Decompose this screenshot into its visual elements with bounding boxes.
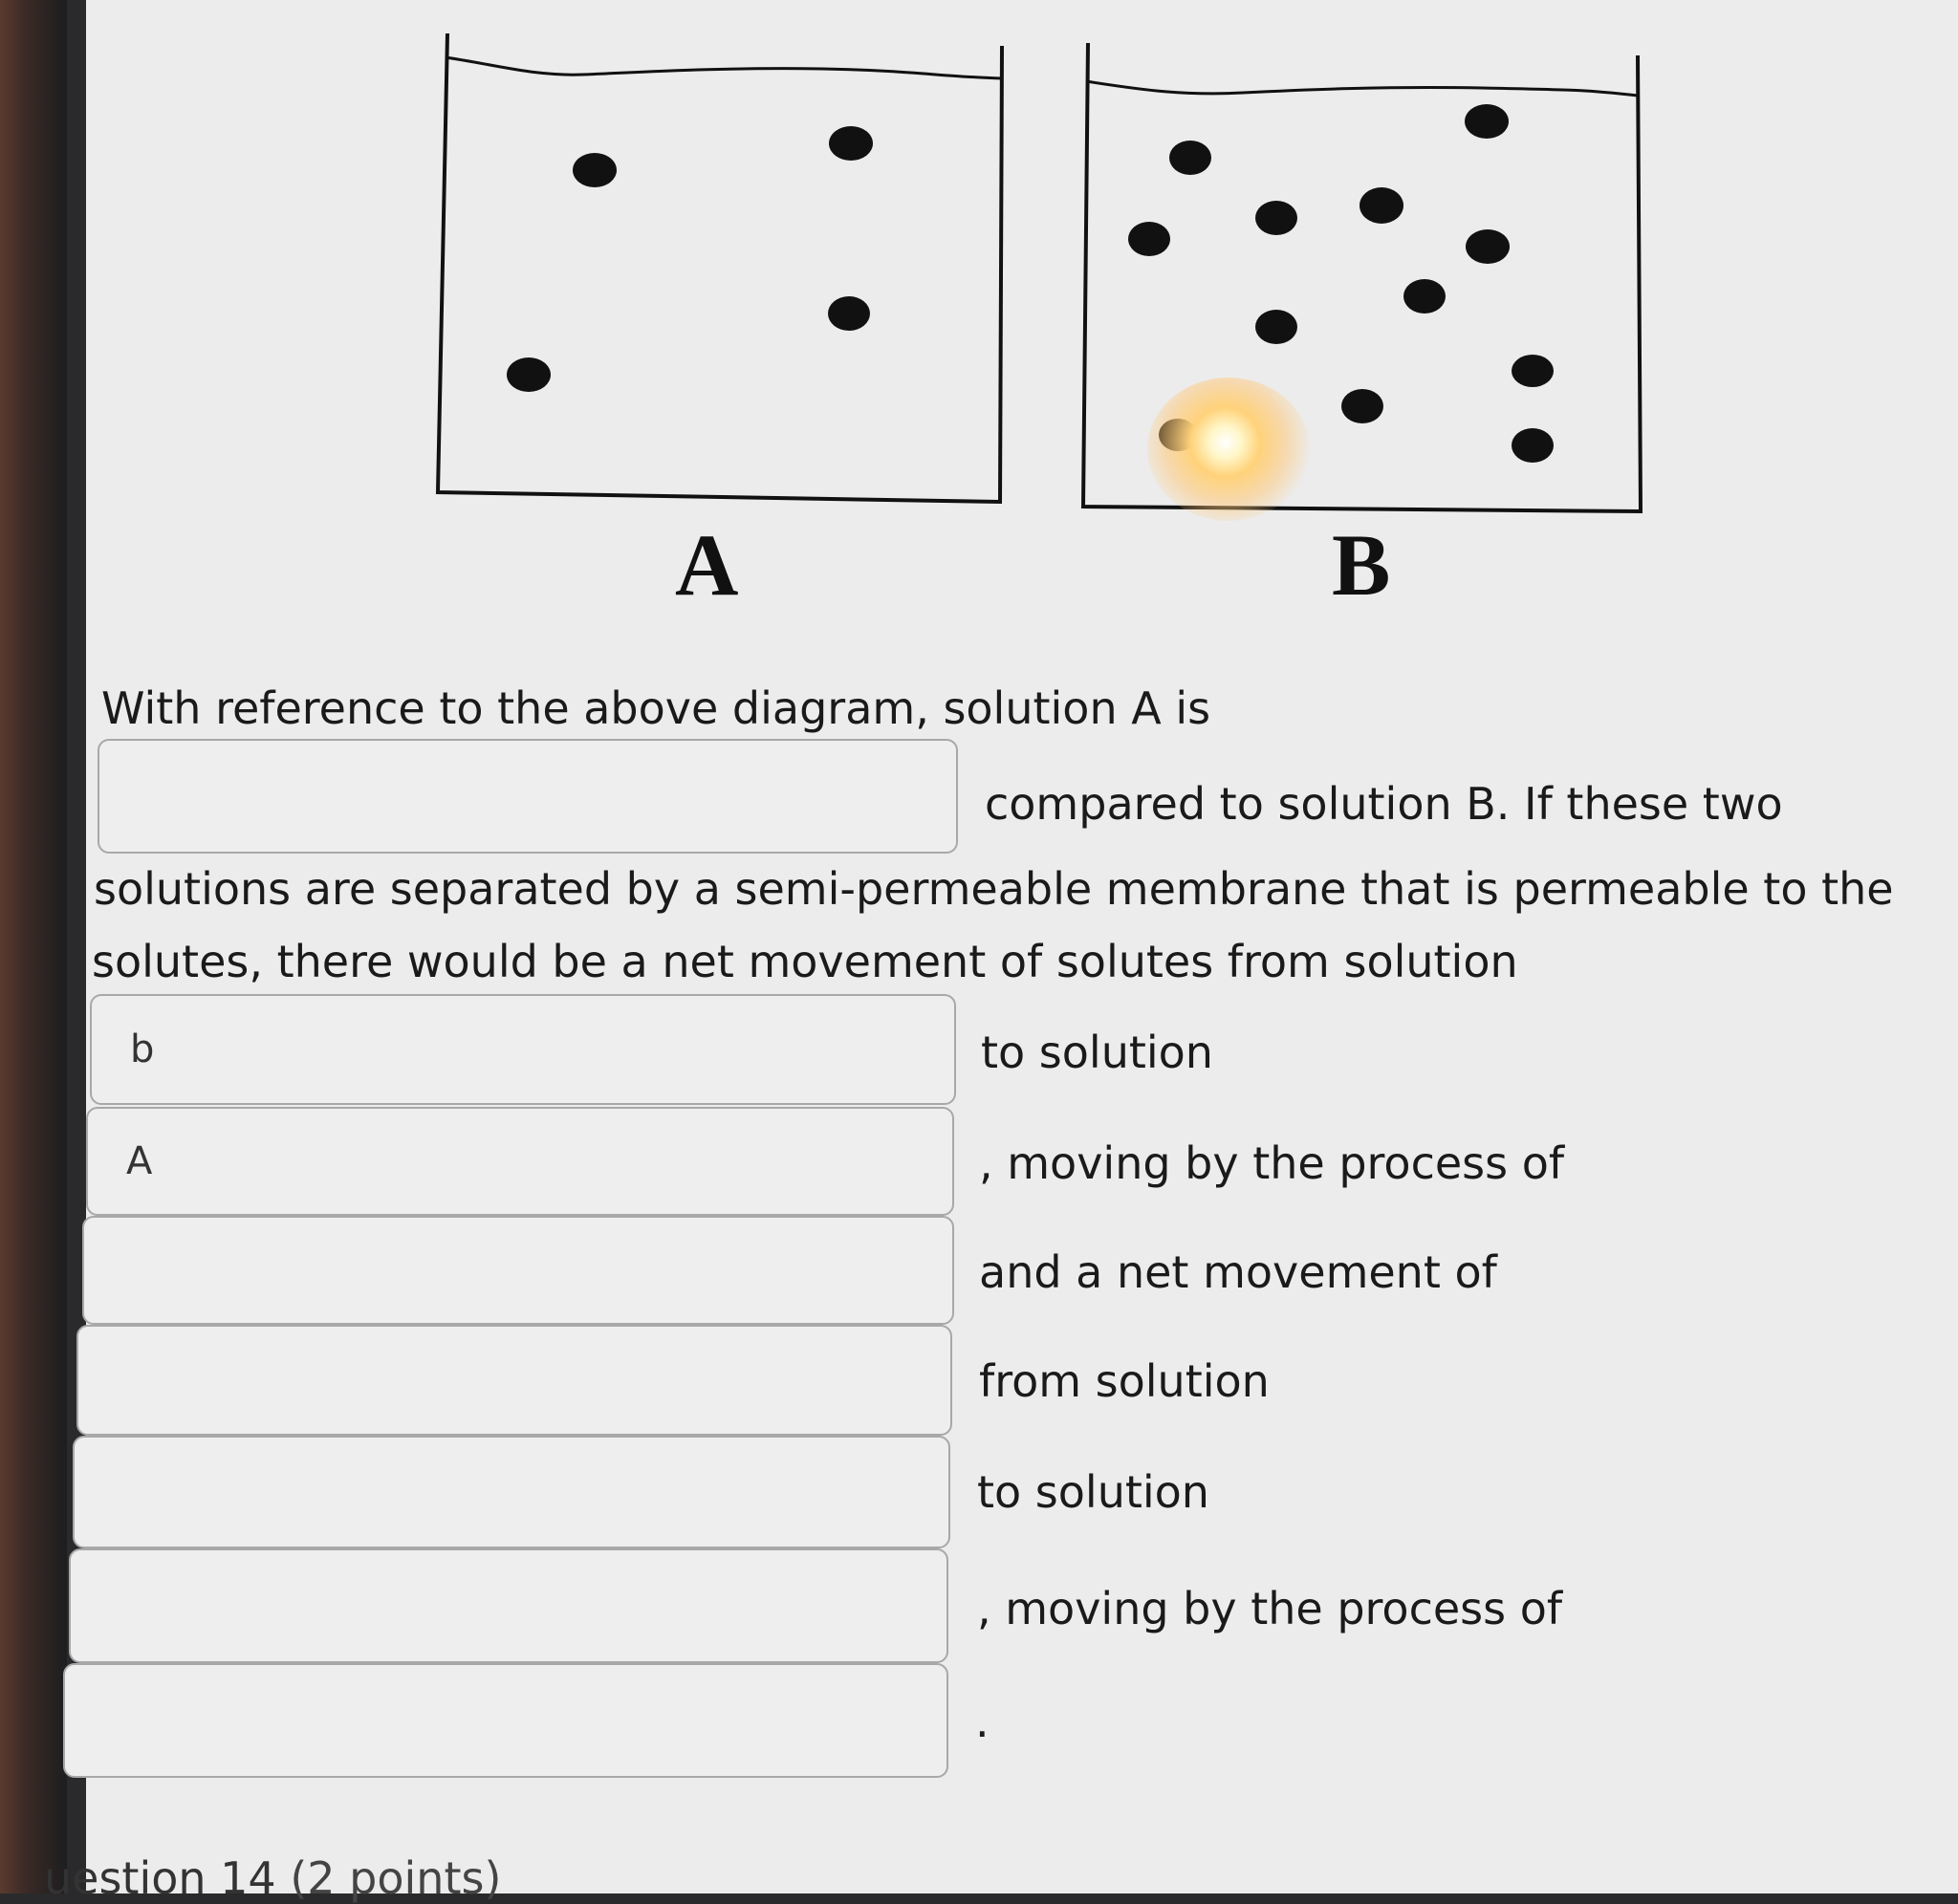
solute-particle bbox=[1466, 229, 1510, 264]
answer-blank-1[interactable] bbox=[98, 739, 958, 854]
answer-blank-4[interactable] bbox=[82, 1216, 954, 1325]
answer-blank-3[interactable]: A bbox=[86, 1107, 954, 1216]
solute-particle bbox=[1128, 222, 1170, 256]
text-moving-by-process-2: , moving by the process of bbox=[977, 1583, 1563, 1634]
solute-particle bbox=[1255, 310, 1297, 344]
solute-particle bbox=[573, 153, 617, 187]
answer-blank-7[interactable] bbox=[69, 1548, 948, 1663]
solute-particle bbox=[1341, 389, 1383, 423]
solute-particle bbox=[1512, 355, 1554, 387]
next-question-title: uestion 14 bbox=[44, 1852, 276, 1904]
question-line-4: solutes, there would be a net movement of solutes from solution bbox=[92, 936, 1518, 987]
next-question-points: (2 points) bbox=[290, 1852, 502, 1904]
text-period: . bbox=[975, 1696, 990, 1747]
question-line-2: compared to solution B. If these two bbox=[985, 778, 1783, 830]
solute-particle bbox=[1512, 428, 1554, 463]
solute-particle bbox=[1169, 141, 1211, 175]
solutions-diagram bbox=[0, 0, 1958, 631]
next-question-header bbox=[44, 1852, 502, 1904]
screen-glare bbox=[1147, 378, 1310, 521]
solute-particle bbox=[507, 357, 551, 392]
question-line-3: solutions are separated by a semi-permeable membrane that is permeable to the bbox=[94, 863, 1894, 915]
solute-particle bbox=[1255, 201, 1297, 235]
answer-blank-8[interactable] bbox=[63, 1663, 948, 1778]
solute-particle bbox=[1360, 187, 1403, 224]
answer-blank-6[interactable] bbox=[73, 1436, 950, 1548]
beaker-a bbox=[438, 33, 1002, 502]
solute-particle bbox=[1403, 279, 1446, 314]
text-from-solution: from solution bbox=[979, 1355, 1270, 1407]
beaker-a-label: A bbox=[675, 516, 739, 614]
text-moving-by-process-1: , moving by the process of bbox=[979, 1137, 1565, 1189]
text-to-solution-2: to solution bbox=[977, 1466, 1209, 1518]
text-net-movement-of: and a net movement of bbox=[979, 1246, 1497, 1298]
beaker-b-label: B bbox=[1332, 516, 1391, 614]
answer-blank-5[interactable] bbox=[76, 1325, 952, 1436]
solute-particle bbox=[1465, 104, 1509, 139]
text-to-solution-1: to solution bbox=[981, 1027, 1213, 1078]
question-line-1: With reference to the above diagram, solution A is bbox=[101, 682, 1211, 734]
answer-blank-2[interactable]: b bbox=[90, 994, 956, 1105]
beaker-a-solutes bbox=[507, 126, 873, 392]
solute-particle bbox=[829, 126, 873, 161]
solute-particle bbox=[828, 296, 870, 331]
